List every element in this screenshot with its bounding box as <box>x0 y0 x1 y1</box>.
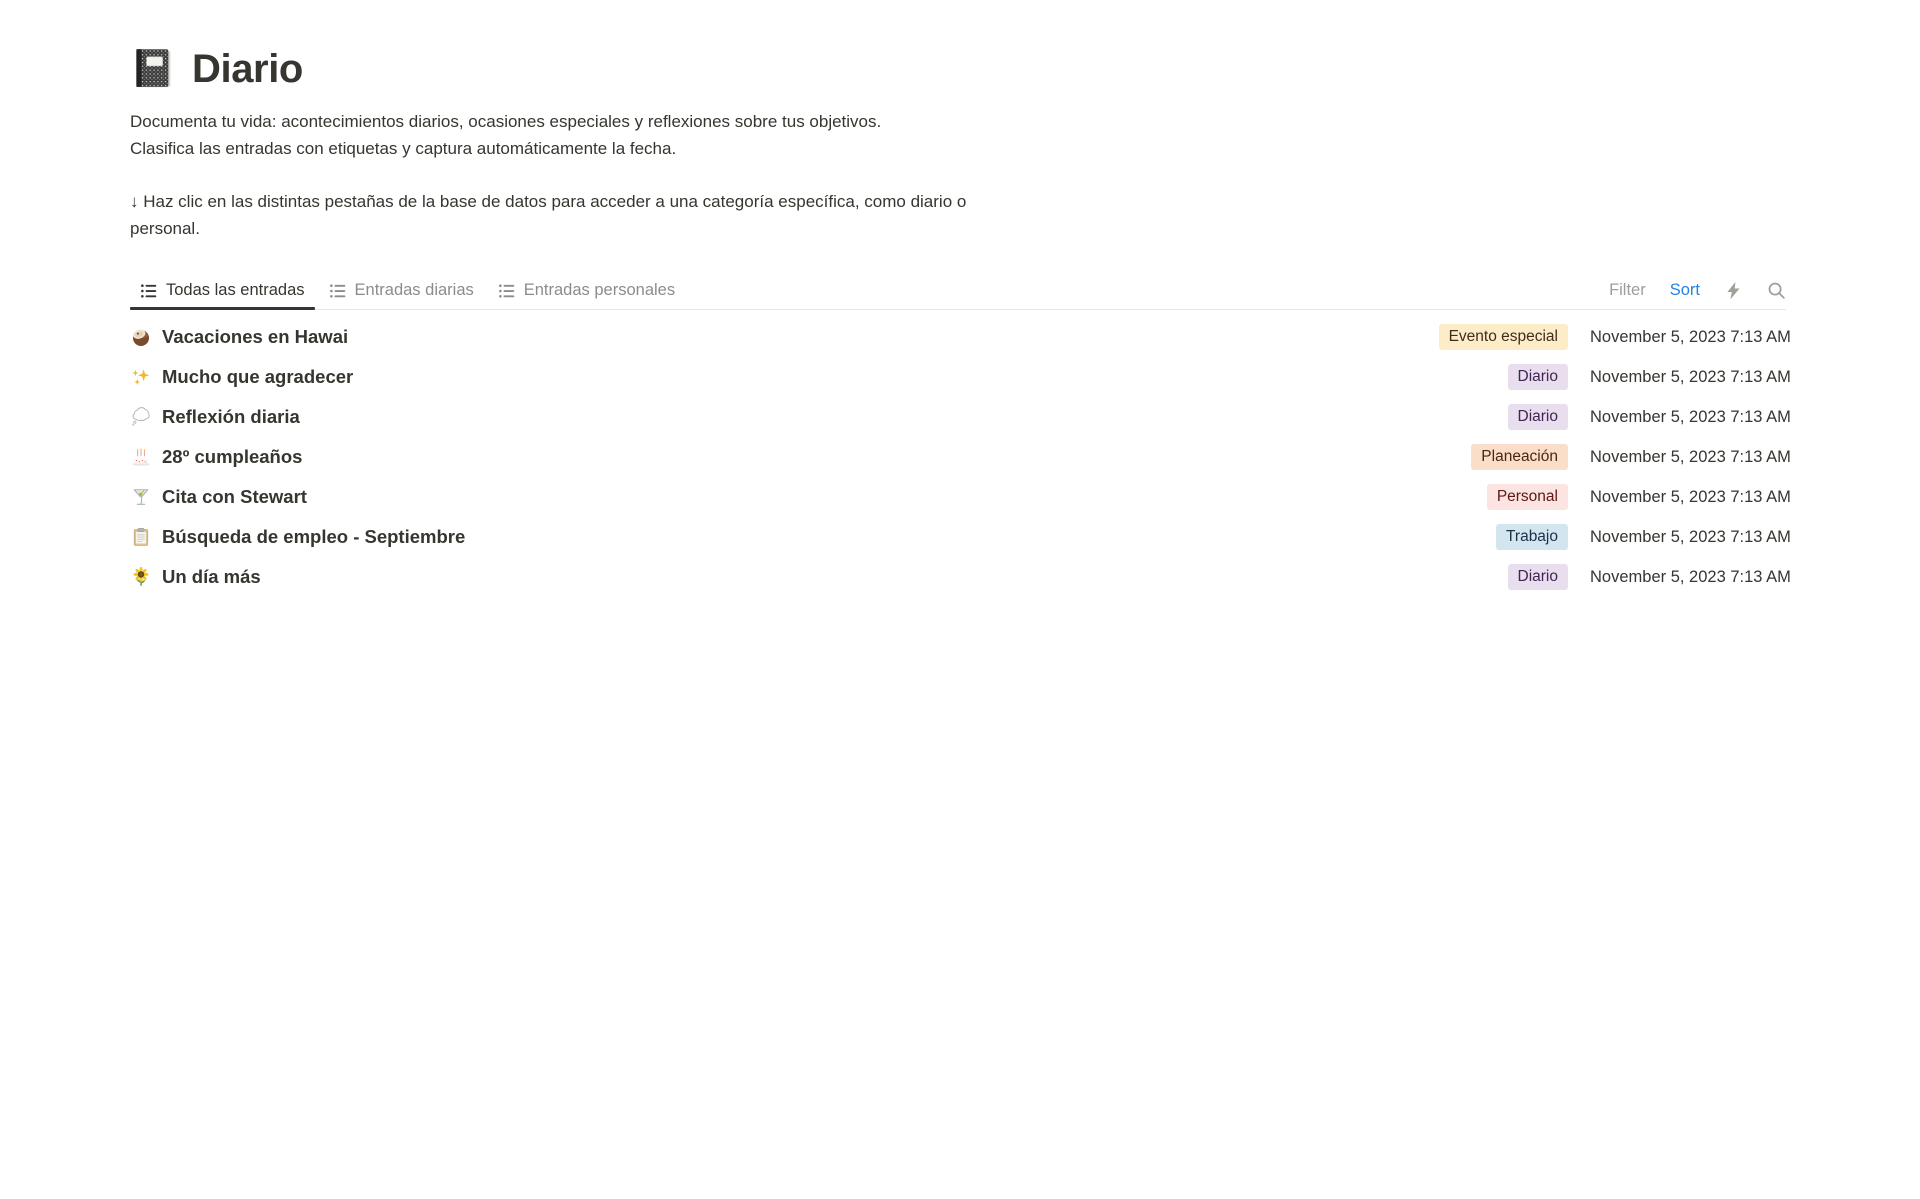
page-description <box>130 108 1786 162</box>
table-row[interactable] <box>130 357 1791 397</box>
created-date[interactable]: November 5, 2023 7:13 AM <box>1590 407 1791 426</box>
created-date[interactable]: November 5, 2023 7:13 AM <box>1590 367 1791 386</box>
entry-title[interactable]: Búsqueda de empleo - Septiembre <box>162 526 466 547</box>
table-row[interactable] <box>130 477 1791 517</box>
entries-list <box>130 317 1791 597</box>
entry-title[interactable]: Vacaciones en Hawai <box>162 326 349 347</box>
note-line: personal. <box>130 219 200 238</box>
page-title: Diario <box>192 46 303 91</box>
tag-badge[interactable]: Diario <box>1508 564 1568 590</box>
view-toolbar <box>1609 272 1786 309</box>
note-line: ↓ Haz clic en las distintas pestañas de la base de datos para acceder a una categoría específica, como diario o <box>130 192 967 211</box>
sort-button[interactable]: Sort <box>1669 281 1700 299</box>
list-view-icon <box>329 282 347 300</box>
database-view-tabbar <box>130 272 1786 310</box>
created-date[interactable]: November 5, 2023 7:13 AM <box>1590 447 1791 466</box>
tag-badge[interactable]: Trabajo <box>1496 524 1568 550</box>
table-row[interactable] <box>130 397 1791 437</box>
tag-cell <box>1496 524 1568 550</box>
created-date[interactable]: November 5, 2023 7:13 AM <box>1590 527 1791 546</box>
birthday-cake-emoji-icon <box>130 447 152 467</box>
entry-title[interactable]: Mucho que agradecer <box>162 366 354 387</box>
page-header <box>130 46 1786 92</box>
created-date[interactable]: November 5, 2023 7:13 AM <box>1590 487 1791 506</box>
tag-badge[interactable]: Diario <box>1508 404 1568 430</box>
page-note <box>130 188 1786 242</box>
coconut-emoji-icon <box>130 327 152 347</box>
description-line: Documenta tu vida: acontecimientos diarios, ocasiones especiales y reflexiones sobre tus objetivos. <box>130 112 882 131</box>
tab-label: Entradas personales <box>523 281 676 299</box>
tag-cell <box>1508 364 1568 390</box>
tag-cell <box>1508 404 1568 430</box>
notion-page <box>0 0 1920 597</box>
table-row[interactable] <box>130 557 1791 597</box>
cocktail-glass-emoji-icon <box>130 487 152 507</box>
tab-label: Todas las entradas <box>166 281 305 299</box>
created-date[interactable]: November 5, 2023 7:13 AM <box>1590 327 1791 346</box>
created-date[interactable]: November 5, 2023 7:13 AM <box>1590 567 1791 586</box>
notebook-emoji-icon[interactable] <box>130 46 176 92</box>
filter-button[interactable]: Filter <box>1609 281 1646 299</box>
tag-cell <box>1487 484 1568 510</box>
tag-cell <box>1471 444 1568 470</box>
tab-entradas-diarias[interactable] <box>319 272 484 309</box>
tab-todas-las-entradas[interactable] <box>130 272 315 309</box>
tag-cell <box>1439 324 1568 350</box>
table-row[interactable] <box>130 437 1791 477</box>
tag-badge[interactable]: Planeación <box>1471 444 1568 470</box>
tab-entradas-personales[interactable] <box>488 272 685 309</box>
entry-title[interactable]: 28º cumpleaños <box>162 446 303 467</box>
table-row[interactable] <box>130 517 1791 557</box>
tag-badge[interactable]: Personal <box>1487 484 1568 510</box>
entry-title[interactable]: Un día más <box>162 566 261 587</box>
sunflower-emoji-icon <box>130 567 152 587</box>
tab-label: Entradas diarias <box>354 281 474 299</box>
description-line: Clasifica las entradas con etiquetas y captura automáticamente la fecha. <box>130 139 677 158</box>
list-view-icon <box>140 282 158 300</box>
entry-title[interactable]: Cita con Stewart <box>162 486 307 507</box>
tag-cell <box>1508 564 1568 590</box>
table-row[interactable] <box>130 317 1791 357</box>
tag-badge[interactable]: Diario <box>1508 364 1568 390</box>
tag-badge[interactable]: Evento especial <box>1439 324 1568 350</box>
search-icon[interactable] <box>1767 281 1786 300</box>
sparkles-emoji-icon <box>130 367 152 387</box>
list-view-icon <box>498 282 516 300</box>
entry-title[interactable]: Reflexión diaria <box>162 406 300 427</box>
thought-balloon-emoji-icon <box>130 407 152 427</box>
lightning-icon[interactable] <box>1724 281 1743 300</box>
clipboard-emoji-icon <box>130 527 152 547</box>
